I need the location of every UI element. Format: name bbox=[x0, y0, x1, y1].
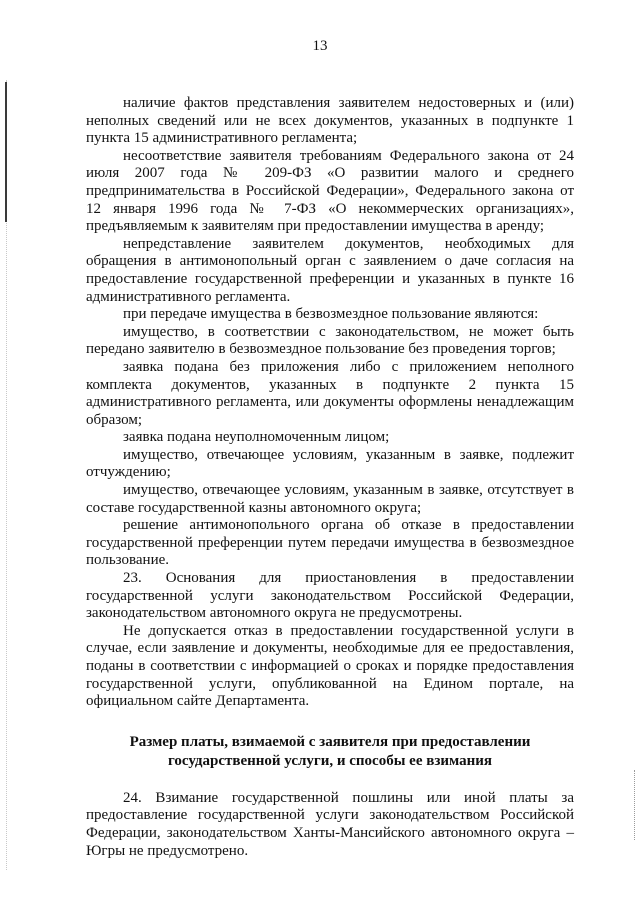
paragraph: 24. Взимание государственной пошлины или иной платы за предоставление государственной услуги законодательством Российской Федерации, законодательством Ханты-Мансийского автономного округа – Югры не предусмотрено. bbox=[86, 789, 574, 859]
paragraph: заявка подана без приложения либо с приложением неполного комплекта документов, указанных в подпункте 2 пункта 15 административного регламента, или документы оформлены ненадлежащим образом; bbox=[86, 358, 574, 428]
section-heading-line: государственной услуги, и способы ее взимания bbox=[167, 752, 493, 769]
paragraph: несоответствие заявителя требованиям Федерального закона от 24 июля 2007 года № 209-ФЗ «О развитии малого и среднего предпринимательства в Российской Федерации», Федерального закона от 12 января 1996 года № 7-ФЗ «О некоммерческих организациях», предъявляемым к заявителям при предоставлении имущества в аренду; bbox=[86, 147, 574, 235]
paragraph: непредставление заявителем документов, необходимых для обращения в антимонопольный орган с заявлением о даче согласия на предоставление государственной преференции и указанных в пункте 16 административного регламента. bbox=[86, 235, 574, 305]
page-number: 13 bbox=[312, 38, 328, 54]
paragraph: 23. Основания для приостановления в предоставлении государственной услуги законодательством Российской Федерации, законодательством автономного округа не предусмотрены. bbox=[86, 570, 574, 622]
paragraph: имущество, отвечающее условиям, указанным в заявке, подлежит отчуждению; bbox=[86, 446, 574, 481]
section-heading-line: Размер платы, взимаемой с заявителя при предоставлении bbox=[129, 733, 531, 750]
paragraph: заявка подана неуполномоченным лицом; bbox=[123, 429, 390, 446]
scan-edge-right bbox=[634, 770, 636, 840]
paragraph: имущество, отвечающее условиям, указанным в заявке, отсутствует в составе государственной казны автономного округа; bbox=[86, 482, 574, 516]
paragraph: имущество, в соответствии с законодательством, не может быть передано заявителю в безвозмездное пользование без проведения торгов; bbox=[86, 323, 574, 358]
paragraph: при передаче имущества в безвозмездное пользование являются: bbox=[123, 306, 539, 323]
document-body bbox=[86, 95, 574, 860]
scan-edge-mark bbox=[5, 82, 7, 222]
paragraph: Не допускается отказ в предоставлении государственной услуги в случае, если заявление и документы, необходимые для ее предоставления, поданы в соответствии с информацией о сроках и порядке предоставления государственной услуги, опубликованной на Едином портале, на официальном сайте Департамента. bbox=[86, 622, 574, 710]
paragraph: решение антимонопольного органа об отказе в предоставлении государственной преференции путем передачи имущества в безвозмездное пользование. bbox=[86, 517, 574, 569]
paragraph: наличие фактов представления заявителем недостоверных и (или) неполных сведений или не всех документов, указанных в подпункте 1 пункта 15 административного регламента; bbox=[86, 95, 574, 147]
section-heading bbox=[86, 733, 574, 771]
